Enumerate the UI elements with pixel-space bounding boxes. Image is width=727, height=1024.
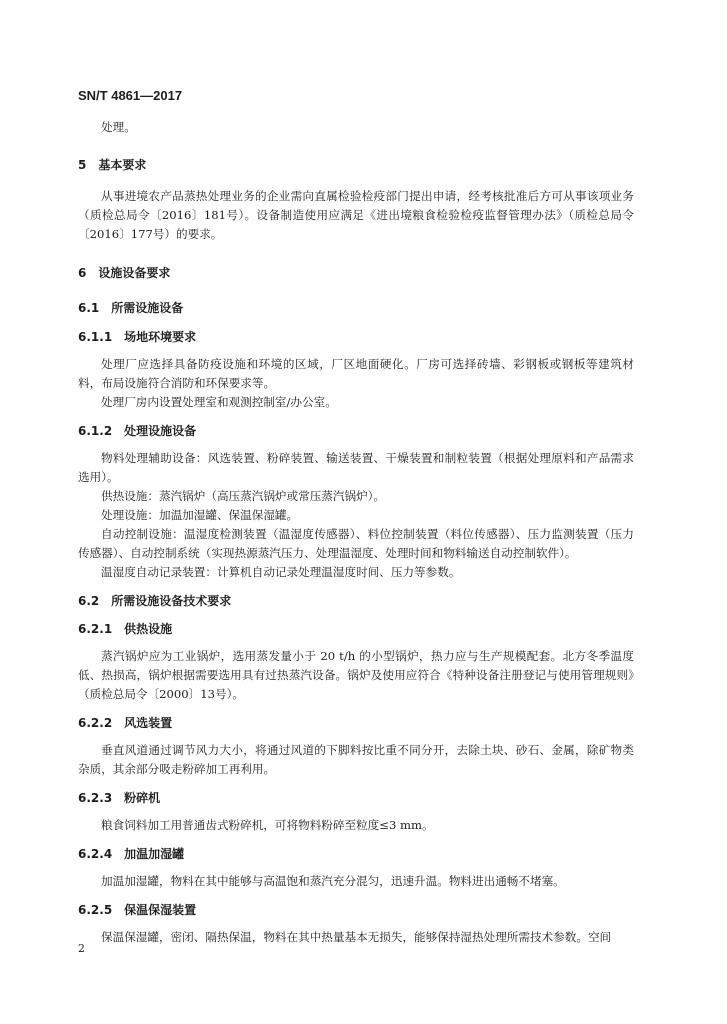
section-title: 所需设施设备 xyxy=(111,301,184,315)
lead-paragraph: 处理。 xyxy=(101,120,136,134)
section-6-1-2-paragraph-4: 自动控制设施：温湿度检测装置（温湿度传感器）、料位控制装置（料位传感器）、压力监测装置（压力传感器）、自动控制系统（实现热源蒸汽压力、处理温湿度、处理时间和物料输送自动控制软件）。 xyxy=(78,527,634,560)
section-number: 6.1 xyxy=(78,301,100,315)
section-6-1-2-heading xyxy=(78,422,634,440)
section-number: 5 xyxy=(78,158,87,172)
section-title: 处理设施设备 xyxy=(124,424,197,438)
section-number: 6.2.1 xyxy=(78,622,113,636)
section-title: 供热设施 xyxy=(124,622,173,636)
section-6-1-2-paragraph-5: 温湿度自动记录装置：计算机自动记录处理温湿度时间、压力等参数。 xyxy=(101,565,461,579)
standard-code: SN/T 4861—2017 xyxy=(78,88,183,103)
section-number: 6 xyxy=(78,266,87,280)
section-6-2-heading xyxy=(78,592,634,610)
section-title: 加温加湿罐 xyxy=(124,847,185,861)
section-6-1-2-paragraph-1: 物料处理辅助设备：风选装置、粉碎装置、输送装置、干燥装置和制粒装置（根据处理原料和产品需求选用）。 xyxy=(78,451,634,484)
section-6-2-3-heading xyxy=(78,789,634,807)
section-6-2-4-paragraph: 加温加湿罐，物料在其中能够与高温饱和蒸汽充分混匀，迅速升温。物料进出通畅不堵塞。 xyxy=(101,874,565,888)
section-6-1-2-paragraph-3: 处理设施：加温加湿罐、保温保湿罐。 xyxy=(101,508,299,522)
section-number: 6.2.4 xyxy=(78,847,113,861)
section-6-heading xyxy=(78,264,634,282)
section-number: 6.1.2 xyxy=(78,424,113,438)
section-title: 所需设施设备技术要求 xyxy=(111,594,232,608)
section-6-2-2-heading xyxy=(78,714,634,732)
section-6-1-1-heading xyxy=(78,328,634,346)
section-6-1-heading xyxy=(78,299,634,317)
section-6-1-2-paragraph-2: 供热设施：蒸汽锅炉（高压蒸汽锅炉或常压蒸汽锅炉）。 xyxy=(101,489,386,503)
section-6-2-5-heading xyxy=(78,901,634,919)
section-6-2-1-paragraph: 蒸汽锅炉应为工业锅炉，选用蒸发量小于 20 t/h 的小型锅炉，热力应与生产规模配套。北方冬季温度低、热损高，锅炉根据需要选用具有过热蒸汽设备。锅炉及使用应符合《特种设备注册登记与使用管理规则》（质检总局令〔2000〕13号）。 xyxy=(78,649,634,701)
section-title: 基本要求 xyxy=(98,158,147,172)
section-6-2-5-paragraph: 保温保湿罐，密闭、隔热保温，物料在其中热量基本无损失，能够保持湿热处理所需技术参数。空间 xyxy=(101,930,612,944)
section-number: 6.2.2 xyxy=(78,716,113,730)
section-number: 6.2 xyxy=(78,594,100,608)
section-number: 6.2.3 xyxy=(78,791,113,805)
section-5-paragraph: 从事进境农产品蒸热处理业务的企业需向直属检验检疫部门提出申请，经考核批准后方可从事该项业务（质检总局令〔2016〕181号）。设备制造使用应满足《进出境粮食检验检疫监督管理办法》（质检总局令〔2016〕177号）的要求。 xyxy=(78,189,634,241)
section-title: 风选装置 xyxy=(124,716,173,730)
section-6-2-2-paragraph: 垂直风道通过调节风力大小，将通过风道的下脚料按比重不同分开，去除土块、砂石、金属，除矿物类杂质，其余部分吸走粉碎加工再利用。 xyxy=(78,743,634,776)
section-6-2-3-paragraph: 粮食饲料加工用普通齿式粉碎机，可将物料粉碎至粒度≤3 mm。 xyxy=(101,818,434,832)
page-number: 2 xyxy=(78,942,85,955)
section-title: 保温保湿装置 xyxy=(124,903,197,917)
section-6-2-4-heading xyxy=(78,845,634,863)
section-6-1-1-paragraph-1: 处理厂应选择具备防疫设施和环境的区域，厂区地面硬化。厂房可选择砖墙、彩钢板或钢板等建筑材料，布局设施符合消防和环保要求等。 xyxy=(78,357,634,390)
section-6-2-1-heading xyxy=(78,620,634,638)
section-number: 6.1.1 xyxy=(78,330,113,344)
section-5-heading xyxy=(78,156,634,174)
section-title: 设施设备要求 xyxy=(98,266,171,280)
section-6-1-1-paragraph-2: 处理厂房内设置处理室和观测控制室/办公室。 xyxy=(101,395,337,409)
section-title: 粉碎机 xyxy=(124,791,161,805)
document-body xyxy=(78,118,634,947)
section-title: 场地环境要求 xyxy=(124,330,197,344)
section-number: 6.2.5 xyxy=(78,903,113,917)
